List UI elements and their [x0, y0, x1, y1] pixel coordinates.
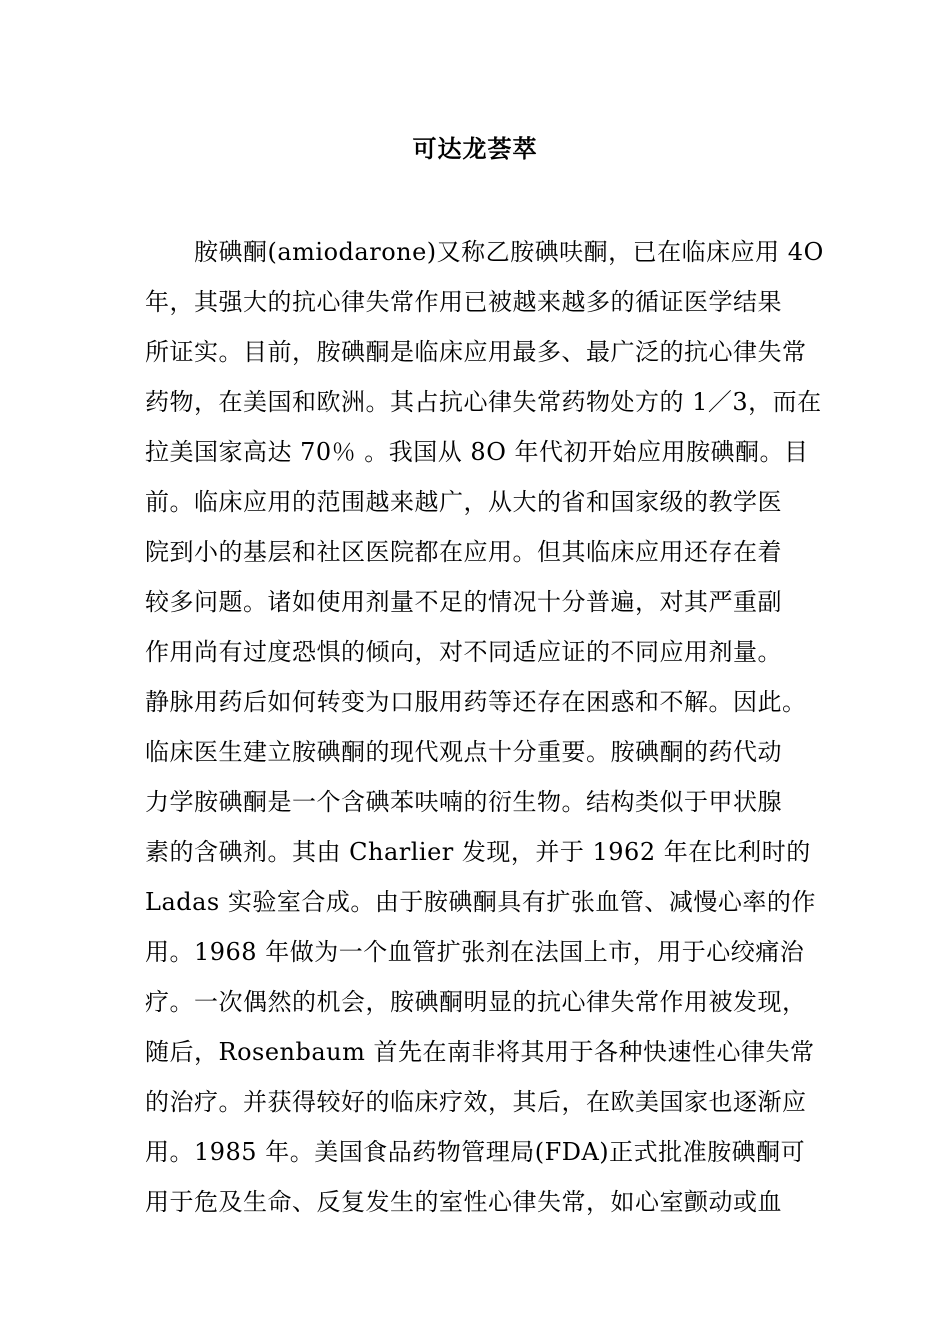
text-line: 临床医生建立胺碘酮的现代观点十分重要。胺碘酮的药代动	[145, 738, 782, 766]
text-line: 院到小的基层和社区医院都在应用。但其临床应用还存在着	[145, 538, 782, 566]
text-line: 拉美国家高达 70％ 。我国从 8O 年代初开始应用胺碘酮。目	[145, 438, 809, 466]
body-text	[145, 227, 845, 1227]
text-line: 前。临床应用的范围越来越广，从大的省和国家级的教学医	[145, 488, 782, 516]
text-line: 用于危及生命、反复发生的室性心律失常，如心室颤动或血	[145, 1188, 782, 1216]
text-line: 静脉用药后如何转变为口服用药等还存在困惑和不解。因此。	[145, 688, 807, 716]
text-line: 随后，Rosenbaum 首先在南非将其用于各种快速性心律失常	[145, 1038, 815, 1066]
text-line: 所证实。目前，胺碘酮是临床应用最多、最广泛的抗心律失常	[145, 338, 807, 366]
text-line: 用。1968 年做为一个血管扩张剂在法国上市，用于心绞痛治	[145, 938, 805, 966]
text-line: 药物，在美国和欧洲。其占抗心律失常药物处方的 1／3，而在	[145, 388, 822, 416]
text-line: 疗。一次偶然的机会，胺碘酮明显的抗心律失常作用被发现，	[145, 988, 807, 1016]
text-line: 力学胺碘酮是一个含碘苯呋喃的衍生物。结构类似于甲状腺	[145, 788, 782, 816]
text-line: 年，其强大的抗心律失常作用已被越来越多的循证医学结果	[145, 288, 782, 316]
text-line: 作用尚有过度恐惧的倾向，对不同适应证的不同应用剂量。	[145, 638, 782, 666]
document-title: 可达龙荟萃	[412, 134, 538, 163]
text-line: Ladas 实验室合成。由于胺碘酮具有扩张血管、减慢心率的作	[145, 888, 816, 916]
text-line: 胺碘酮(amiodarone)又称乙胺碘呋酮，已在临床应用 4O	[194, 238, 824, 266]
text-line: 较多问题。诸如使用剂量不足的情况十分普遍，对其严重副	[145, 588, 782, 616]
text-line: 的治疗。并获得较好的临床疗效，其后，在欧美国家也逐渐应	[145, 1088, 807, 1116]
text-line: 素的含碘剂。其由 Charlier 发现，并于 1962 年在比利时的	[145, 838, 811, 866]
text-line: 用。1985 年。美国食品药物管理局(FDA)正式批准胺碘酮可	[145, 1138, 806, 1166]
